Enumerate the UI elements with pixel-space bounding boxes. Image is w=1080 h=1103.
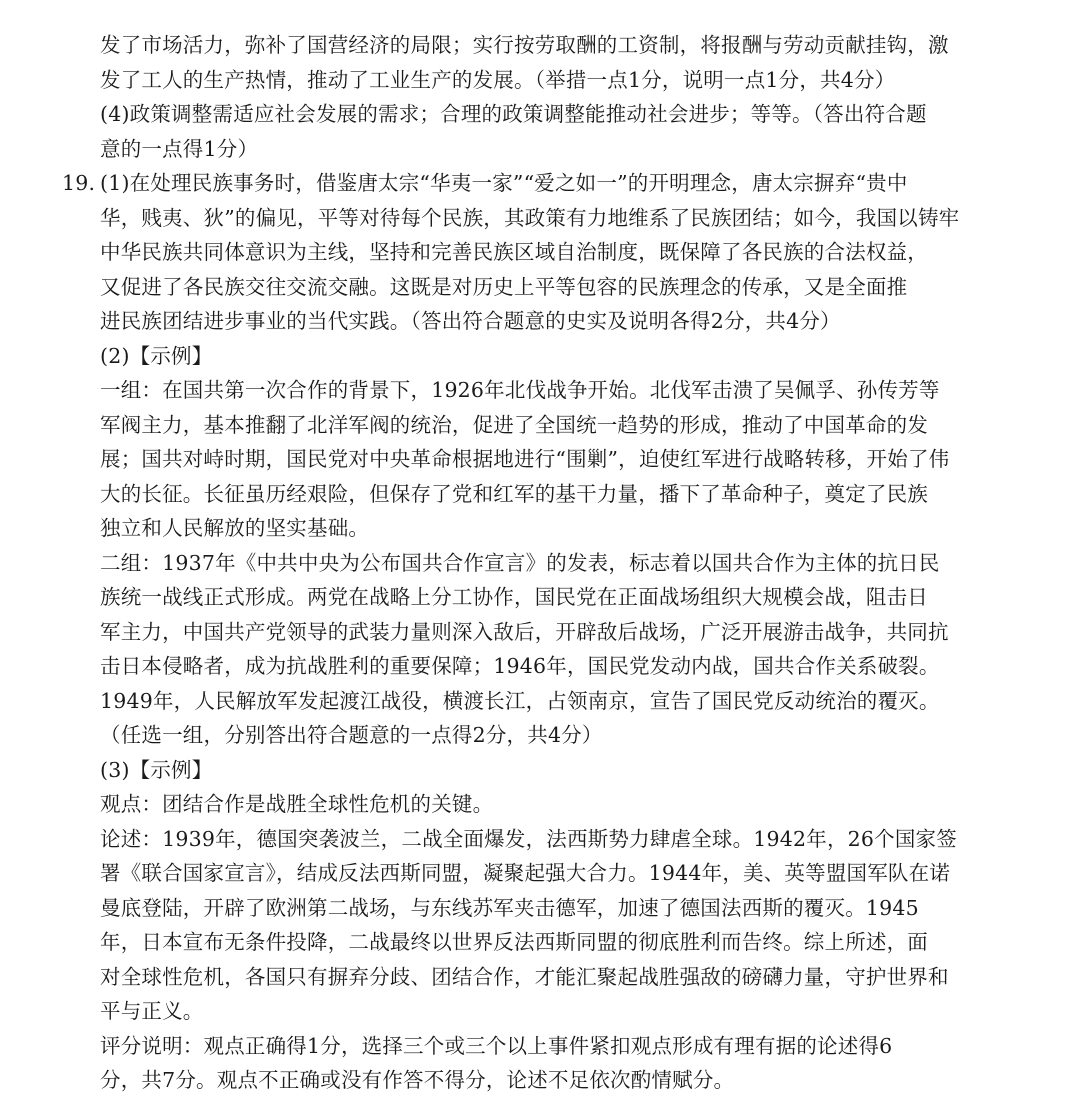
viewpoint-line: 观点：团结合作是战胜全球性危机的关键。 xyxy=(100,792,494,816)
text-line: (1)在处理民族事务时，借鉴唐太宗“华夷一家”“爱之如一”的开明理念，唐太宗摒弃“贵中 xyxy=(100,171,908,195)
scoring-line: 分，共7分。观点不正确或没有作答不得分，论述不足依次酌情赋分。 xyxy=(100,1068,735,1092)
text-line: 族统一战线正式形成。两党在战略上分工协作，国民党在正面战场组织大规模会战，阻击日 xyxy=(100,585,928,609)
text-line: 华，贱夷、狄”的偏见，平等对待每个民族，其政策有力地维系了民族团结；如今，我国以铸牢 xyxy=(100,205,960,230)
q18-continuation xyxy=(100,28,1030,166)
text-line: 署《联合国家宣言》，结成反法西斯同盟，凝聚起强大合力。1944年，美、英等盟国军队在诺 xyxy=(100,861,951,885)
text-line: 1949年，人民解放军发起渡江战役，横渡长江，占领南京，宣告了国民党反动统治的覆灭。 xyxy=(100,688,940,713)
question-19 xyxy=(62,166,1030,1098)
text-line: 进民族团结进步事业的当代实践。（答出符合题意的史实及说明各得2分，共4分） xyxy=(100,309,841,333)
text-line: 一组：在国共第一次合作的背景下，1926年北伐战争开始。北伐军击溃了吴佩孚、孙传芳等 xyxy=(100,378,940,402)
text-line: 论述：1939年，德国突袭波兰，二战全面爆发，法西斯势力肆虐全球。1942年，26个国家签 xyxy=(100,826,957,851)
text-line: 展；国共对峙时期，国民党对中央革命根据地进行“围剿”，迫使红军进行战略转移，开始了伟 xyxy=(100,447,950,471)
part-header: (3)【示例】 xyxy=(100,757,213,782)
text-line: 击日本侵略者，成为抗战胜利的重要保障；1946年，国民党发动内战，国共合作关系破裂。 xyxy=(100,654,940,678)
text-line: 年，日本宣布无条件投降，二战最终以世界反法西斯同盟的彻底胜利而告终。综上所述，面 xyxy=(100,930,928,954)
text-line: 军主力，中国共产党领导的武装力量则深入敌后，开辟敌后战场，广泛开展游击战争，共同抗 xyxy=(100,619,949,644)
q19-part3 xyxy=(100,753,1030,1098)
text-line: 军阀主力，基本推翻了北洋军阀的统治，促进了全国统一趋势的形成，推动了中国革命的发 xyxy=(100,412,928,437)
text-line: 平与正义。 xyxy=(100,999,204,1023)
text-line: 又促进了各民族交往交流交融。这既是对历史上平等包容的民族理念的传承，又是全面推 xyxy=(100,274,908,299)
scoring-line: 评分说明：观点正确得1分，选择三个或三个以上事件紧扣观点形成有理有据的论述得6 xyxy=(100,1033,893,1058)
q19-part2 xyxy=(100,339,1030,753)
text-line: 独立和人民解放的坚实基础。 xyxy=(100,516,370,540)
scoring-note: （任选一组，分别答出符合题意的一点得2分，共4分） xyxy=(100,723,603,747)
text-line: 二组：1937年《中共中央为公布国共合作宣言》的发表，标志着以国共合作为主体的抗日民 xyxy=(100,550,940,575)
q19-part1 xyxy=(100,166,1030,339)
text-line: 意的一点得1分） xyxy=(100,136,259,161)
text-line: (4)政策调整需适应社会发展的需求；合理的政策调整能推动社会进步；等等。（答出符合题 xyxy=(100,102,927,126)
text-line: 发了市场活力，弥补了国营经济的局限；实行按劳取酬的工资制，将报酬与劳动贡献挂钩，激 xyxy=(100,33,949,57)
text-line: 曼底登陆，开辟了欧洲第二战场，与东线苏军夹击德军，加速了德国法西斯的覆灭。1945 xyxy=(100,895,919,920)
text-line: 发了工人的生产热情，推动了工业生产的发展。（举措一点1分，说明一点1分，共4分） xyxy=(100,67,896,92)
question-number: 19. xyxy=(62,171,96,195)
part-header: (2)【示例】 xyxy=(100,343,213,368)
text-line: 中华民族共同体意识为主线，坚持和完善民族区域自治制度，既保障了各民族的合法权益， xyxy=(100,240,928,264)
text-line: 对全球性危机，各国只有摒弃分歧、团结合作，才能汇聚起战胜强敌的磅礴力量，守护世界和 xyxy=(100,964,949,989)
text-line: 大的长征。长征虽历经艰险，但保存了党和红军的基干力量，播下了革命种子，奠定了民族 xyxy=(100,481,928,506)
